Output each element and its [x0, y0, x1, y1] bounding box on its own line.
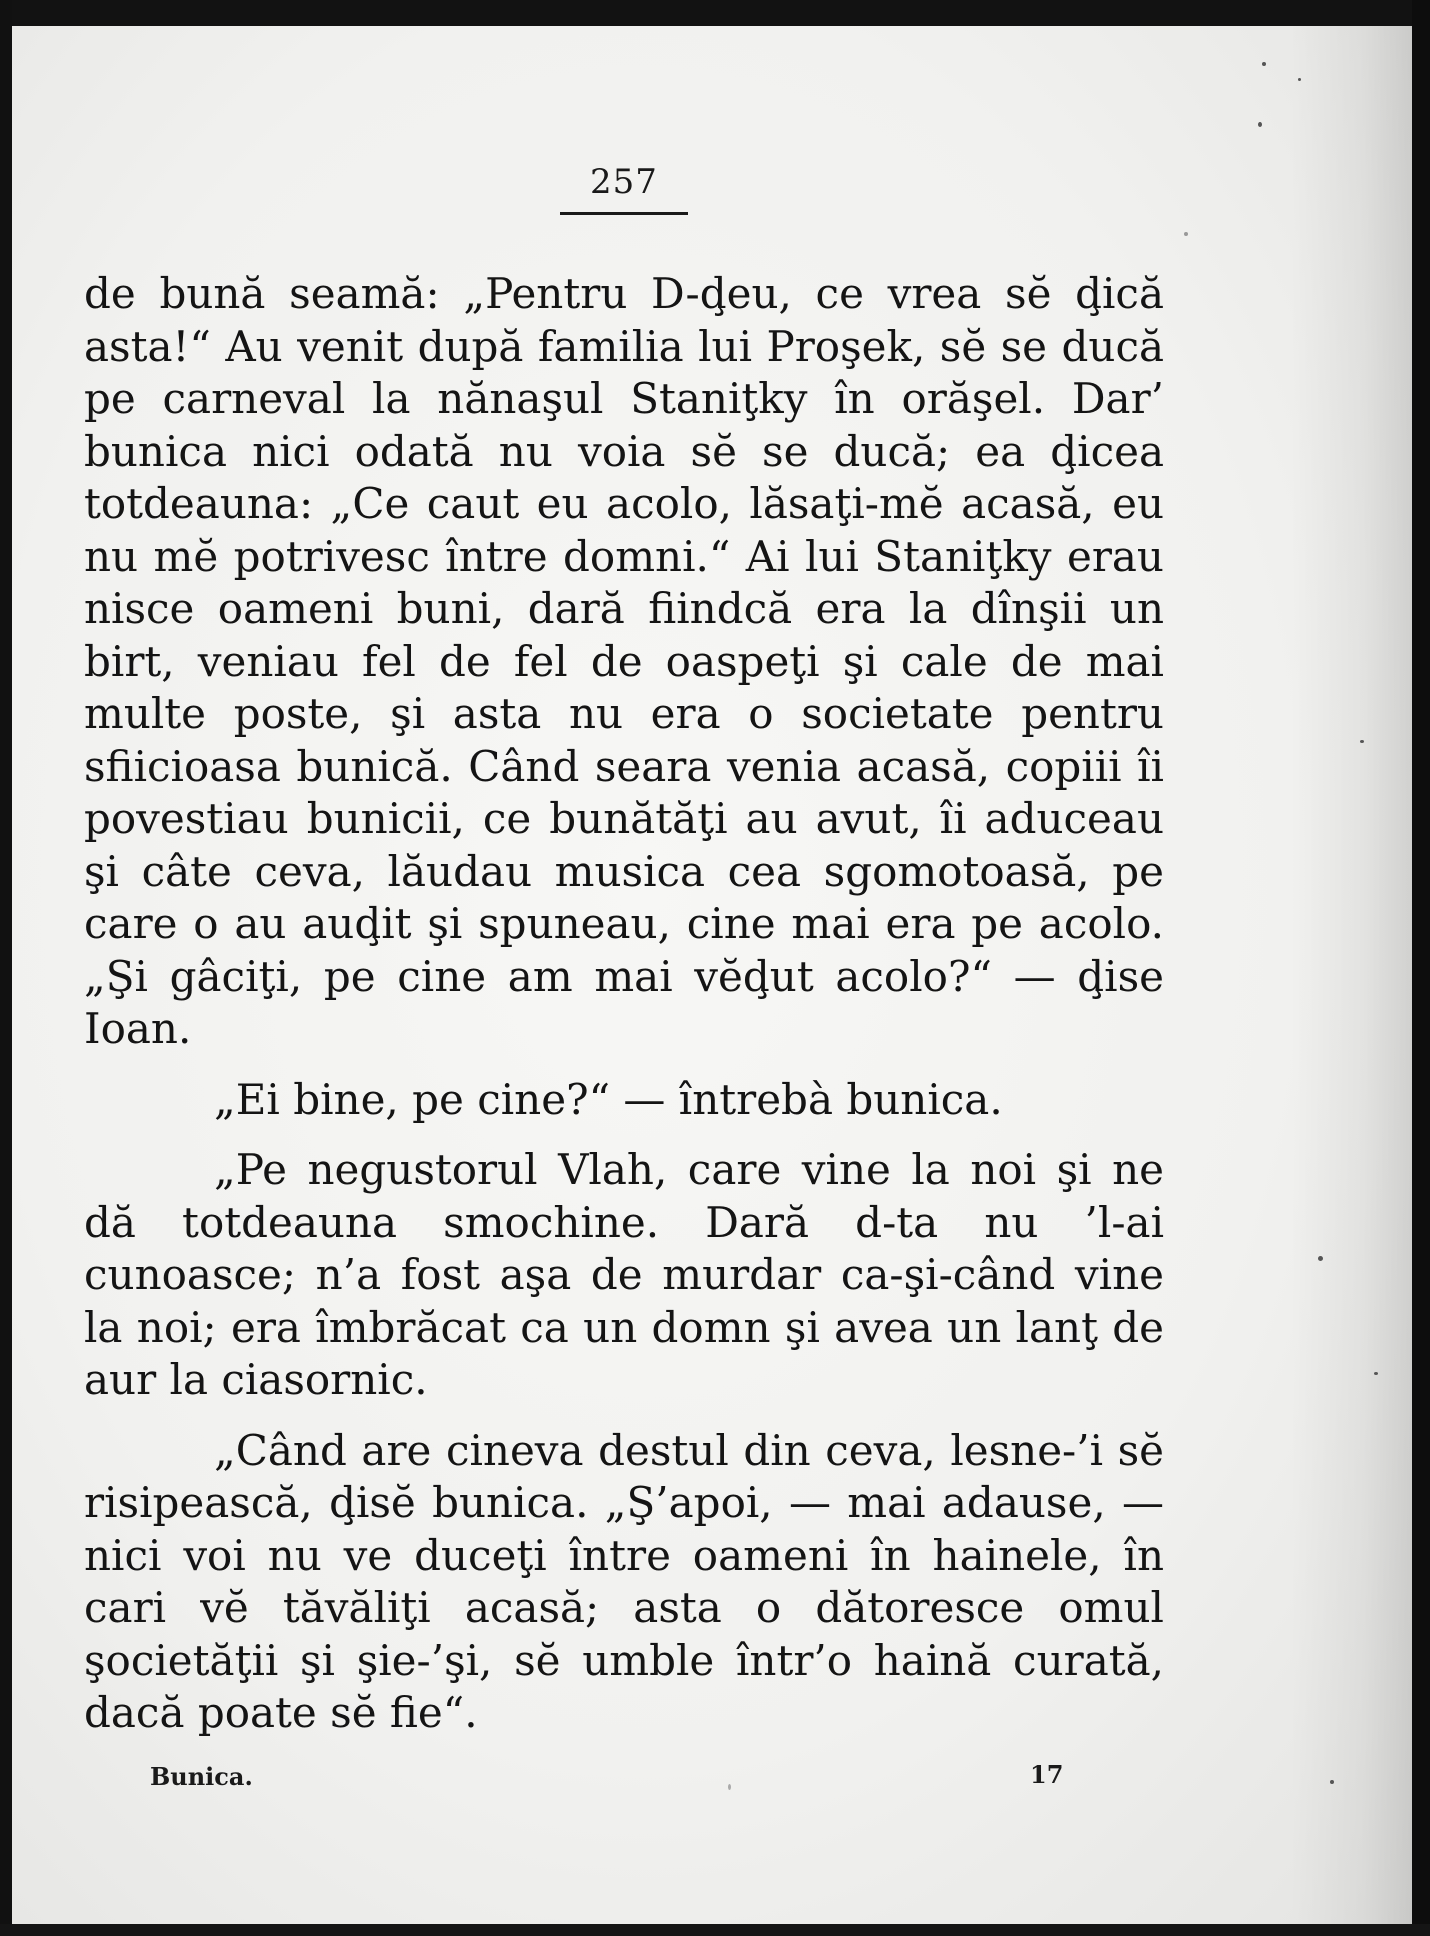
- page-shadow: [1290, 26, 1412, 1924]
- scan-border-left: [0, 0, 12, 1936]
- body-text: [84, 268, 1164, 1740]
- paragraph: de bună seamă: „Pentru D-ḑeu, ce vrea sĕ ḑică asta!“ Au venit după familia lui Proşek, sĕ se ducă pe carneval la nănaşul Staniţky în orăşel. Dar’ bunica nici odată nu voia sĕ se ducă; ea ḑicea totdeauna: „Ce caut eu acolo, lăsaţi-mĕ acasă, eu nu mĕ potrivesc între domni.“ Ai lui Staniţky erau nisce oameni buni, dară fiindcă era la dînşii un birt, veniau fel de fel de oaspeţi şi cale de mai multe poste, şi asta nu era o societate pentru sfiicioasa bunică. Când seara venia acasă, copiii îi povestiau bunicii, ce bunătăţi au avut, îi aduceau şi câte ceva, lăudau musica cea sgomotoasă, pe care o au auḑit şi spuneau, cine mai era pe acolo. „Şi gâciţi, pe cine am mai vĕḑut acolo?“ — ḑise Ioan.: [84, 269, 1164, 1053]
- scan-speck: [1184, 232, 1188, 236]
- paragraph: „Ei bine, pe cine?“ — întrebà bunica.: [214, 1074, 1003, 1124]
- footer-book-title: Bunica.: [150, 1762, 253, 1791]
- page-number: 257: [590, 162, 658, 202]
- scan-speck: [1360, 740, 1364, 743]
- scan-speck: [1330, 1780, 1334, 1784]
- paragraph: „Pe negustorul Vlah, care vine la noi şi ne dă totdeauna smochine. Dară d-ta nu ’l-ai cunoasce; n’a fost aşa de murdar ca-şi-când vine la noi; era îmbrăcat ca un domn şi avea un lanţ de aur la ciasornic.: [84, 1145, 1164, 1404]
- scan-speck: [1298, 78, 1301, 81]
- scan-speck: [1258, 122, 1262, 127]
- scan-speck: [1262, 62, 1266, 66]
- page-number-rule: [560, 212, 688, 215]
- paragraph: „Când are cineva destul din ceva, lesne-’i sĕ risipească, ḑisĕ bunica. „Ş’apoi, — mai adause, — nici voi nu ve duceţi între oameni în hainele, în cari vĕ tăvăliţi acasă; asta o dătoresce omul şocietăţii şi şie-’şi, sĕ umble într’o haină curată, dacă poate sĕ fie“.: [84, 1425, 1164, 1737]
- scan-border-bottom: [0, 1924, 1430, 1936]
- scan-border-right: [1412, 0, 1430, 1936]
- scan-border-top: [0, 0, 1430, 26]
- footer-signature-mark: 17: [1030, 1760, 1064, 1789]
- scan-speck: [1318, 1256, 1323, 1261]
- scan-speck: [1374, 1372, 1378, 1375]
- scan-speck: [728, 1784, 731, 1790]
